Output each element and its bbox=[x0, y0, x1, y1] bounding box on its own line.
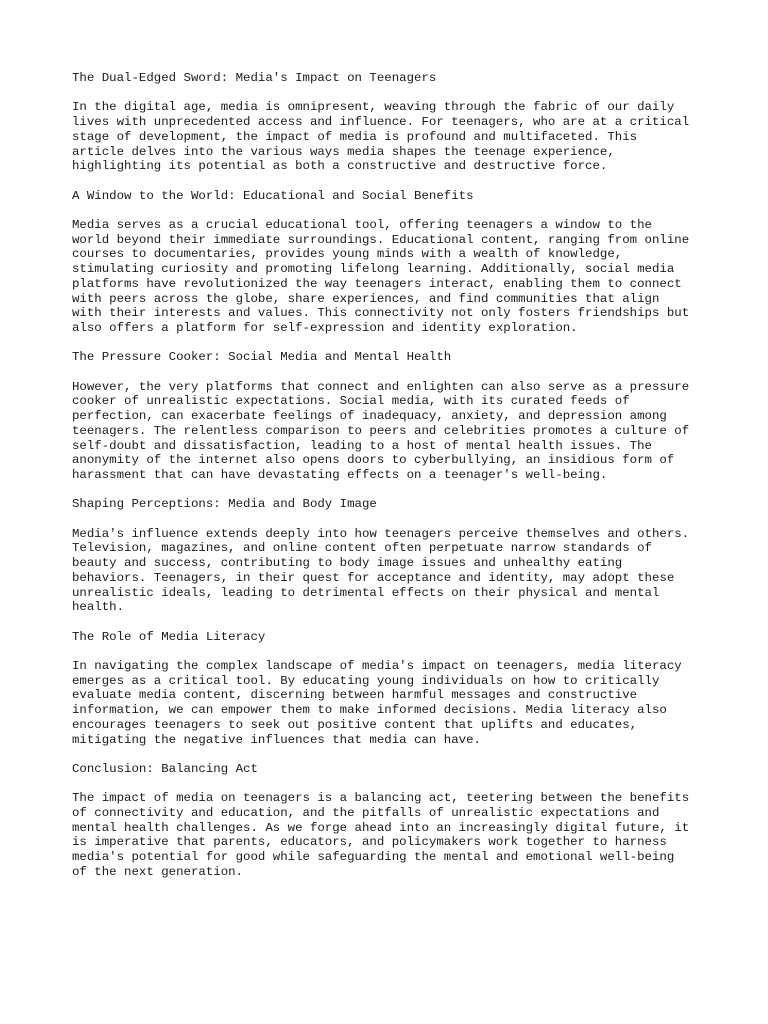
document-title: The Dual-Edged Sword: Media's Impact on Teenagers bbox=[72, 71, 437, 85]
section-heading-conclusion: Conclusion: Balancing Act bbox=[72, 761, 258, 776]
section-heading-mental-health: The Pressure Cooker: Social Media and Mental Health bbox=[72, 350, 452, 365]
section-heading-educational-benefits: A Window to the World: Educational and Social Benefits bbox=[72, 188, 474, 203]
section-body-educational-benefits: Media serves as a crucial educational tool, offering teenagers a window to the world beyond their immediate surroundings. Educational content, ranging from online courses to documentaries, provides young minds with a wealth of knowledge, stimulating curiosity and promoting lifelong learning. Additionally, social media platforms have revolutionized the way teenagers interact, enabling them to connect with peers across the globe, share experiences, and find communities that align with their interests and values. This connectivity not only fosters friendships but also offers a platform for self-expression and identity exploration. bbox=[72, 217, 690, 335]
document-page bbox=[72, 71, 712, 894]
section-heading-media-literacy: The Role of Media Literacy bbox=[72, 629, 266, 644]
section-body-conclusion: The impact of media on teenagers is a balancing act, teetering between the benefits of connectivity and education, and the pitfalls of unrealistic expectations and mental health challenges. As we forge ahead into an increasingly digital future, it is imperative that parents, educators, and policymakers work together to harness media's potential for good while safeguarding the mental and emotional well-being of the next generation. bbox=[72, 791, 690, 879]
section-heading-body-image: Shaping Perceptions: Media and Body Image bbox=[72, 497, 377, 512]
section-body-body-image: Media's influence extends deeply into how teenagers perceive themselves and others. Television, magazines, and online content often perpetuate narrow standards of beauty and success, contributing to body image issues and unhealthy eating behaviors. Teenagers, in their quest for acceptance and identity, may adopt these unrealistic ideals, leading to detrimental effects on their physical and mental health. bbox=[72, 526, 690, 615]
intro-paragraph: In the digital age, media is omnipresent, weaving through the fabric of our daily lives with unprecedented access and influence. For teenagers, who are at a critical stage of development, the impact of media is profound and multifaceted. This article delves into the various ways media shapes the teenage experience, highlighting its potential as both a constructive and destructive force. bbox=[72, 100, 690, 174]
section-body-media-literacy: In navigating the complex landscape of media's impact on teenagers, media literacy emerges as a critical tool. By educating young individuals on how to critically evaluate media content, discerning between harmful messages and constructive information, we can empower them to make informed decisions. Media literacy also encourages teenagers to seek out positive content that uplifts and educates, mitigating the negative influences that media can have. bbox=[72, 658, 682, 747]
section-body-mental-health: However, the very platforms that connect and enlighten can also serve as a pressure cooker of unrealistic expectations. Social media, with its curated feeds of perfection, can exacerbate feelings of inadequacy, anxiety, and depression among teenagers. The relentless comparison to peers and celebrities promotes a culture of self-doubt and dissatisfaction, leading to a host of mental health issues. The anonymity of the internet also opens doors to cyberbullying, an insidious form of harassment that can have devastating effects on a teenager's well-being. bbox=[72, 379, 690, 482]
